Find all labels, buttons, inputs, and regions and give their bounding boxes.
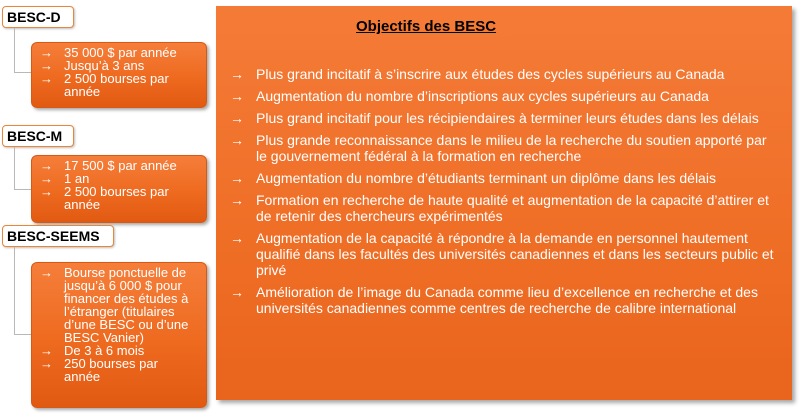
arrow-icon: →: [230, 284, 244, 300]
arrow-icon: →: [230, 88, 244, 104]
arrow-icon: →: [230, 230, 244, 246]
group-label-besc-m: [2, 125, 74, 147]
group-label-text: BESC-M: [7, 128, 63, 144]
arrow-icon: →: [230, 66, 244, 82]
group-label-text: BESC-SEEMS: [7, 228, 100, 244]
objective-item: → Augmentation du nombre d’inscriptions aux cycles supérieurs au Canada: [230, 88, 709, 104]
list-item: → Bourse ponctuelle de jusqu’à 6 000 $ pour financer des études à l’étranger (titulaires d’une BESC ou d’une BESC Vanier): [40, 265, 189, 345]
arrow-icon: →: [40, 184, 53, 199]
objective-item: → Formation en recherche de haute qualité et augmentation de la capacité d’attirer et de retenir des chercheurs expérimentés: [230, 192, 769, 224]
objective-item: → Augmentation de la capacité à répondre à la demande en personnel hautement qualifié dans les facultés des universités canadiennes et dans les secteurs public et privé: [230, 230, 774, 278]
list-item: → De 3 à 6 mois: [40, 343, 145, 358]
objective-item: → Plus grand incitatif à s’inscrire aux études des cycles supérieurs au Canada: [230, 66, 725, 82]
arrow-icon: →: [40, 265, 53, 280]
list-item: → 1 an: [40, 171, 90, 186]
arrow-icon: →: [40, 58, 53, 73]
list-item: → 35 000 $ par année: [40, 45, 177, 60]
group-label-text: BESC-D: [7, 9, 61, 25]
arrow-icon: →: [230, 110, 244, 126]
arrow-icon: →: [40, 356, 53, 371]
objectives-list: [230, 66, 778, 322]
objectives-title: Objectifs des BESC: [356, 18, 497, 35]
arrow-icon: →: [40, 158, 53, 173]
arrow-icon: →: [230, 170, 244, 186]
arrow-icon: →: [40, 45, 53, 60]
arrow-icon: →: [40, 171, 53, 186]
arrow-icon: →: [40, 71, 53, 86]
list-item: → Jusqu’à 3 ans: [40, 58, 145, 73]
group-label-besc-d: [2, 6, 74, 28]
list-item: → 250 bourses par année: [40, 356, 158, 384]
objective-item: → Plus grand incitatif pour les récipiendaires à terminer leurs études dans les délais: [230, 110, 759, 126]
arrow-icon: →: [40, 343, 53, 358]
list-item: → 2 500 bourses par année: [40, 71, 169, 99]
objective-item: → Amélioration de l’image du Canada comme lieu d’excellence en recherche et des universités canadiennes comme centres de recherche de calibre international: [230, 284, 758, 316]
objective-item: → Plus grande reconnaissance dans le milieu de la recherche du soutien apporté par le gouvernement fédéral à la formation en recherche: [230, 132, 767, 164]
arrow-icon: →: [230, 132, 244, 148]
objective-item: → Augmentation du nombre d’étudiants terminant un diplôme dans les délais: [230, 170, 716, 186]
group-label-besc-seems: [2, 225, 114, 247]
detail-box-besc-m: [31, 155, 207, 223]
list-item: → 2 500 bourses par année: [40, 184, 169, 212]
detail-box-besc-seems: [31, 262, 207, 408]
detail-box-besc-d: [31, 42, 207, 108]
objectives-panel: [216, 6, 792, 400]
arrow-icon: →: [230, 192, 244, 208]
list-item: → 17 500 $ par année: [40, 158, 177, 173]
